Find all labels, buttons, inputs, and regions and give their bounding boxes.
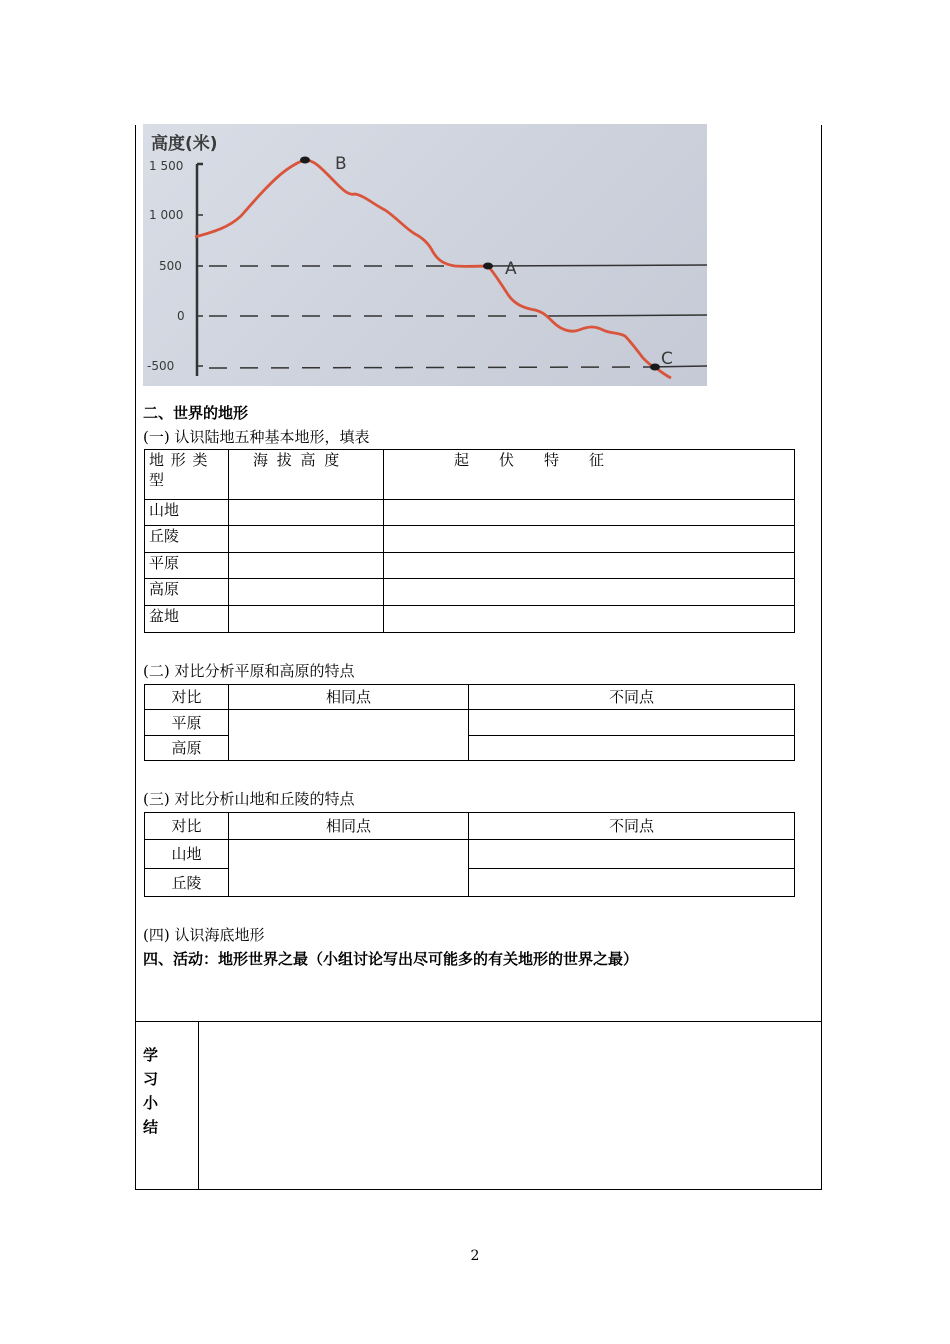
summary-divider <box>135 1021 822 1022</box>
row-label: 高原 <box>145 736 229 761</box>
subsection-1-heading: (一) 认识陆地五种基本地形，填表 <box>143 428 370 446</box>
tick-500: 500 <box>159 259 182 273</box>
blank-cell[interactable] <box>229 500 384 526</box>
blank-cell[interactable] <box>384 579 795 606</box>
header-similarities: 相同点 <box>229 813 469 840</box>
table-header-row <box>145 813 795 840</box>
solid-line-500 <box>488 265 707 266</box>
point-c-label: C <box>661 349 673 369</box>
tick-minus-500: -500 <box>147 359 175 373</box>
dash-line-minus-500 <box>209 367 648 368</box>
subsection-4-heading: (四) 认识海底地形 <box>143 926 265 944</box>
tick-1000: 1 000 <box>149 208 184 222</box>
y-axis-line <box>197 164 203 376</box>
page-number: 2 <box>470 1248 480 1264</box>
table-row <box>145 526 795 553</box>
solid-line-0 <box>548 315 707 316</box>
header-differences: 不同点 <box>469 685 795 710</box>
header-compare: 对比 <box>145 813 229 840</box>
blank-cell[interactable] <box>384 606 795 633</box>
section-4-heading: 四、活动：地形世界之最（小组讨论写出尽可能多的有关地形的世界之最） <box>143 950 639 968</box>
summary-label <box>143 1043 173 1139</box>
similarities-cell[interactable] <box>229 710 469 761</box>
point-b-label: B <box>335 154 347 174</box>
table-row <box>145 553 795 579</box>
tick-0: 0 <box>177 309 185 323</box>
row-label: 丘陵 <box>145 526 229 553</box>
blank-cell[interactable] <box>469 869 795 897</box>
summary-char: 结 <box>143 1118 159 1136</box>
point-b-marker <box>300 157 310 164</box>
blank-cell[interactable] <box>469 840 795 869</box>
tick-1500: 1 500 <box>149 159 184 173</box>
header-landform-type: 地 形 类 型 <box>145 450 229 500</box>
blank-cell[interactable] <box>229 526 384 553</box>
row-label: 盆地 <box>145 606 229 633</box>
blank-cell[interactable] <box>469 736 795 761</box>
table-header-row <box>145 685 795 710</box>
row-label: 平原 <box>145 710 229 736</box>
subsection-3-heading: (三) 对比分析山地和丘陵的特点 <box>143 790 355 808</box>
row-label: 山地 <box>145 840 229 869</box>
row-label: 丘陵 <box>145 869 229 897</box>
point-c-marker <box>650 364 660 371</box>
table-row <box>145 606 795 633</box>
table-row <box>145 710 795 736</box>
y-axis-title: 高度(米) <box>151 134 218 154</box>
mountain-hill-table <box>144 812 795 897</box>
point-a-marker <box>483 263 493 270</box>
elevation-profile-figure <box>143 124 707 386</box>
header-altitude: 海 拔 高 度 <box>229 450 384 500</box>
header-compare: 对比 <box>145 685 229 710</box>
blank-cell[interactable] <box>384 553 795 579</box>
blank-cell[interactable] <box>384 526 795 553</box>
point-a-label: A <box>505 259 517 279</box>
table-row <box>145 840 795 869</box>
header-similarities: 相同点 <box>229 685 469 710</box>
blank-cell[interactable] <box>229 579 384 606</box>
summary-column-divider <box>198 1021 199 1190</box>
plain-plateau-table <box>144 684 795 761</box>
table-row <box>145 579 795 606</box>
row-label: 高原 <box>145 579 229 606</box>
subsection-2-heading: (二) 对比分析平原和高原的特点 <box>143 662 355 680</box>
blank-cell[interactable] <box>384 500 795 526</box>
blank-cell[interactable] <box>469 710 795 736</box>
summary-char: 学 <box>143 1046 159 1064</box>
blank-cell[interactable] <box>229 553 384 579</box>
similarities-cell[interactable] <box>229 840 469 897</box>
elevation-profile-curve <box>195 160 671 378</box>
header-relief: 起 伏 特 征 <box>384 450 795 500</box>
landform-table <box>144 449 795 633</box>
summary-char: 小 <box>143 1094 159 1112</box>
blank-cell[interactable] <box>229 606 384 633</box>
table-row <box>145 500 795 526</box>
header-differences: 不同点 <box>469 813 795 840</box>
row-label: 山地 <box>145 500 229 526</box>
row-label: 平原 <box>145 553 229 579</box>
summary-char: 习 <box>143 1070 159 1088</box>
elevation-profile-svg <box>143 124 707 386</box>
table-header-row <box>145 450 795 500</box>
section-2-heading: 二、世界的地形 <box>143 404 249 422</box>
